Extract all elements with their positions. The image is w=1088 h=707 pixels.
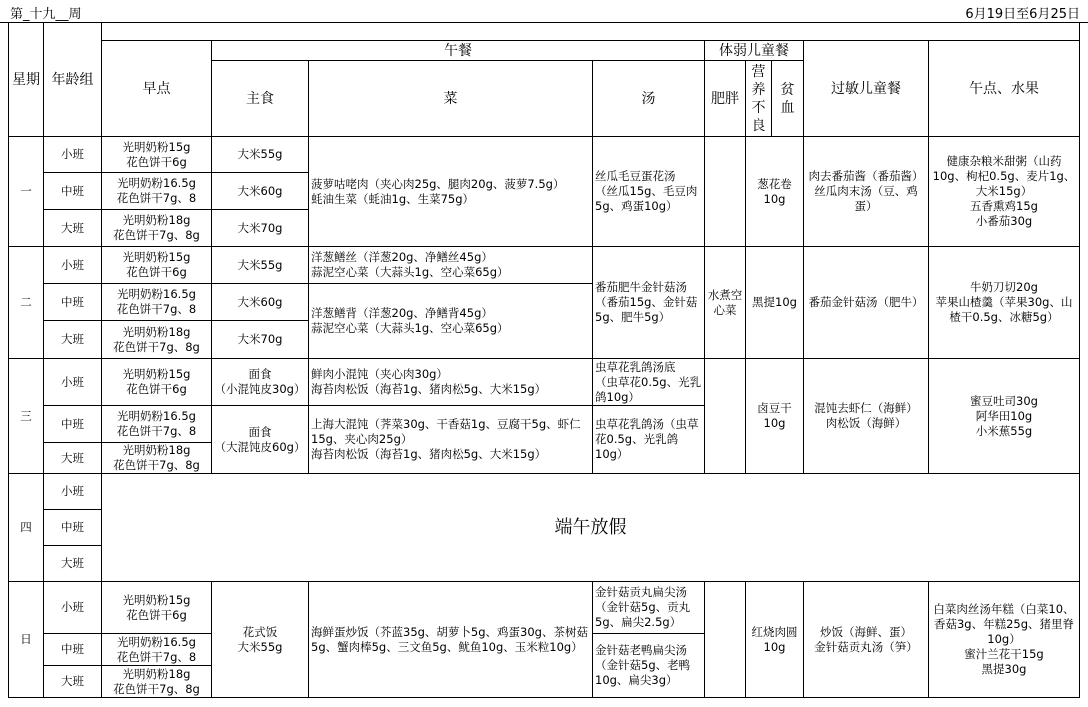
col-staple: 主食 <box>212 61 309 137</box>
afternoon-cell: 牛奶刀切20g 苹果山楂羹（苹果30g、山楂干0.5g、冰糖5g） <box>929 247 1080 359</box>
table-row <box>9 474 1080 510</box>
soup-cell: 番茄肥牛金针菇汤（番茄15g、金针菇5g、肥牛5g） <box>593 247 705 359</box>
nutrition-cell: 红烧肉圆 10g <box>746 582 804 698</box>
col-malnutrition-label: 营养不良 <box>751 63 766 134</box>
staple-cell: 大米70g <box>212 321 309 359</box>
staple-cell: 大米55g <box>212 137 309 173</box>
soup-cell: 金针菇贡丸扁尖汤（金针菇5g、贡丸5g、扁尖2.5g） <box>593 582 705 634</box>
age-group-middle: 中班 <box>44 173 102 210</box>
nutrition-cell: 卤豆干 10g <box>746 359 804 474</box>
age-group-large: 大班 <box>44 546 102 582</box>
age-group-small: 小班 <box>44 137 102 173</box>
obese-cell <box>705 359 746 474</box>
header-row <box>9 23 1080 41</box>
age-group-small: 小班 <box>44 359 102 406</box>
dish-cell: 洋葱鳝背（洋葱20g、净鳝背45g） 蒜泥空心菜（大蒜头1g、空心菜65g） <box>309 284 593 359</box>
day-cell: 一 <box>9 137 44 247</box>
afternoon-cell: 健康杂粮米甜粥（山药10g、枸杞0.5g、麦片1g、大米15g） 五香熏鸡15g 小番茄30g <box>929 137 1080 247</box>
staple-cell: 面食 （大混饨皮60g） <box>212 406 309 474</box>
age-group-middle: 中班 <box>44 284 102 321</box>
table-row <box>9 247 1080 284</box>
age-group-middle: 中班 <box>44 510 102 546</box>
col-malnutrition <box>746 61 772 137</box>
breakfast-cell: 光明奶粉16.5g 花色饼干7g、8 <box>102 406 212 443</box>
date-range: 6月19日至6月25日 <box>965 7 1080 22</box>
breakfast-cell: 光明奶粉16.5g 花色饼干7g、8 <box>102 284 212 321</box>
age-group-small: 小班 <box>44 474 102 510</box>
col-allergy: 过敏儿童餐 <box>804 41 929 137</box>
dish-cell: 海鲜蛋炒饭（芥蓝35g、胡萝卜5g、鸡蛋30g、茶树菇5g、蟹肉棒5g、三文鱼5g、鱿鱼10g、玉米粒10g） <box>309 582 593 698</box>
afternoon-cell: 蜜豆吐司30g 阿华田10g 小米蕉55g <box>929 359 1080 474</box>
col-day: 星期 <box>9 23 44 137</box>
soup-cell: 丝瓜毛豆蛋花汤 （丝瓜15g、毛豆肉5g、鸡蛋10g） <box>593 137 705 247</box>
col-dish: 菜 <box>309 61 593 137</box>
age-group-large: 大班 <box>44 321 102 359</box>
sheet-header <box>0 0 1088 23</box>
breakfast-cell: 光明奶粉15g 花色饼干6g <box>102 582 212 634</box>
breakfast-cell: 光明奶粉18g 花色饼干7g、8g <box>102 666 212 698</box>
breakfast-cell: 光明奶粉18g 花色饼干7g、8g <box>102 443 212 474</box>
day-cell: 二 <box>9 247 44 359</box>
dish-cell: 洋葱鳝丝（洋葱20g、净鳝丝45g） 蒜泥空心菜（大蒜头1g、空心菜65g） <box>309 247 593 284</box>
col-afternoon: 午点、水果 <box>929 41 1080 137</box>
allergy-cell: 炒饭（海鲜、蛋） 金针菇贡丸汤（笋） <box>804 582 929 698</box>
staple-cell: 大米60g <box>212 284 309 321</box>
allergy-cell: 肉去番茄酱（番茄酱） 丝瓜肉末汤（豆、鸡蛋） <box>804 137 929 247</box>
afternoon-cell: 白菜肉丝汤年糕（白菜10、香菇3g、年糕25g、猪里脊10g） 蜜汁兰花干15g 黑提30g <box>929 582 1080 698</box>
col-anemia <box>772 61 804 137</box>
age-group-middle: 中班 <box>44 634 102 666</box>
age-group-large: 大班 <box>44 443 102 474</box>
col-weak-child: 体弱儿童餐 <box>705 41 804 61</box>
holiday-cell: 端午放假 <box>102 474 1080 582</box>
breakfast-cell: 光明奶粉18g 花色饼干7g、8g <box>102 321 212 359</box>
col-soup: 汤 <box>593 61 705 137</box>
staple-cell: 大米70g <box>212 210 309 247</box>
breakfast-cell: 光明奶粉18g 花色饼干7g、8g <box>102 210 212 247</box>
day-cell: 日 <box>9 582 44 698</box>
staple-cell: 大米60g <box>212 173 309 210</box>
col-age-group: 年龄组 <box>44 23 102 137</box>
day-cell: 三 <box>9 359 44 474</box>
col-anemia-label: 贫血 <box>780 81 795 116</box>
day-cell: 四 <box>9 474 44 582</box>
age-group-large: 大班 <box>44 666 102 698</box>
week-label: 第_十九__周 <box>10 7 82 22</box>
col-obese: 肥胖 <box>705 61 746 137</box>
age-group-small: 小班 <box>44 582 102 634</box>
staple-cell: 大米55g <box>212 247 309 284</box>
weekly-menu-table <box>8 22 1080 698</box>
age-group-middle: 中班 <box>44 406 102 443</box>
allergy-cell: 番茄金针菇汤（肥牛） <box>804 247 929 359</box>
breakfast-cell: 光明奶粉15g 花色饼干6g <box>102 247 212 284</box>
breakfast-cell: 光明奶粉15g 花色饼干6g <box>102 359 212 406</box>
obese-cell <box>705 582 746 698</box>
breakfast-cell: 光明奶粉15g 花色饼干6g <box>102 137 212 173</box>
header-spacer <box>102 23 1080 41</box>
obese-cell: 水煮空心菜 <box>705 247 746 359</box>
nutrition-cell: 葱花卷 10g <box>746 137 804 247</box>
age-group-small: 小班 <box>44 247 102 284</box>
breakfast-cell: 光明奶粉16.5g 花色饼干7g、8 <box>102 634 212 666</box>
nutrition-cell: 黑提10g <box>746 247 804 359</box>
dish-cell: 鲜肉小混饨（夹心肉30g） 海苔肉松饭（海苔1g、猪肉松5g、大米15g） <box>309 359 593 406</box>
dish-cell: 上海大混饨（荠菜30g、干香菇1g、豆腐干5g、虾仁15g、夹心肉25g） 海苔肉松饭（海苔1g、猪肉松5g、大米15g） <box>309 406 593 474</box>
table-row <box>9 359 1080 406</box>
col-breakfast: 早点 <box>102 41 212 137</box>
obese-cell <box>705 137 746 247</box>
header-row <box>9 41 1080 61</box>
soup-cell: 金针菇老鸭扁尖汤（金针菇5g、老鸭10g、扁尖3g） <box>593 634 705 698</box>
table-row <box>9 582 1080 634</box>
dish-cell: 菠萝咕咾肉（夹心肉25g、腿肉20g、菠萝7.5g） 蚝油生菜（蚝油1g、生菜75g） <box>309 137 593 247</box>
table-row <box>9 137 1080 173</box>
soup-cell: 虫草花乳鸽汤底 （虫草花0.5g、光乳鸽10g） <box>593 359 705 406</box>
age-group-large: 大班 <box>44 210 102 247</box>
soup-cell: 虫草花乳鸽汤（虫草花0.5g、光乳鸽10g） <box>593 406 705 474</box>
staple-cell: 面食 （小混饨皮30g） <box>212 359 309 406</box>
breakfast-cell: 光明奶粉16.5g 花色饼干7g、8 <box>102 173 212 210</box>
allergy-cell: 混饨去虾仁（海鲜） 肉松饭（海鲜） <box>804 359 929 474</box>
staple-cell: 花式饭 大米55g <box>212 582 309 698</box>
col-lunch: 午餐 <box>212 41 705 61</box>
